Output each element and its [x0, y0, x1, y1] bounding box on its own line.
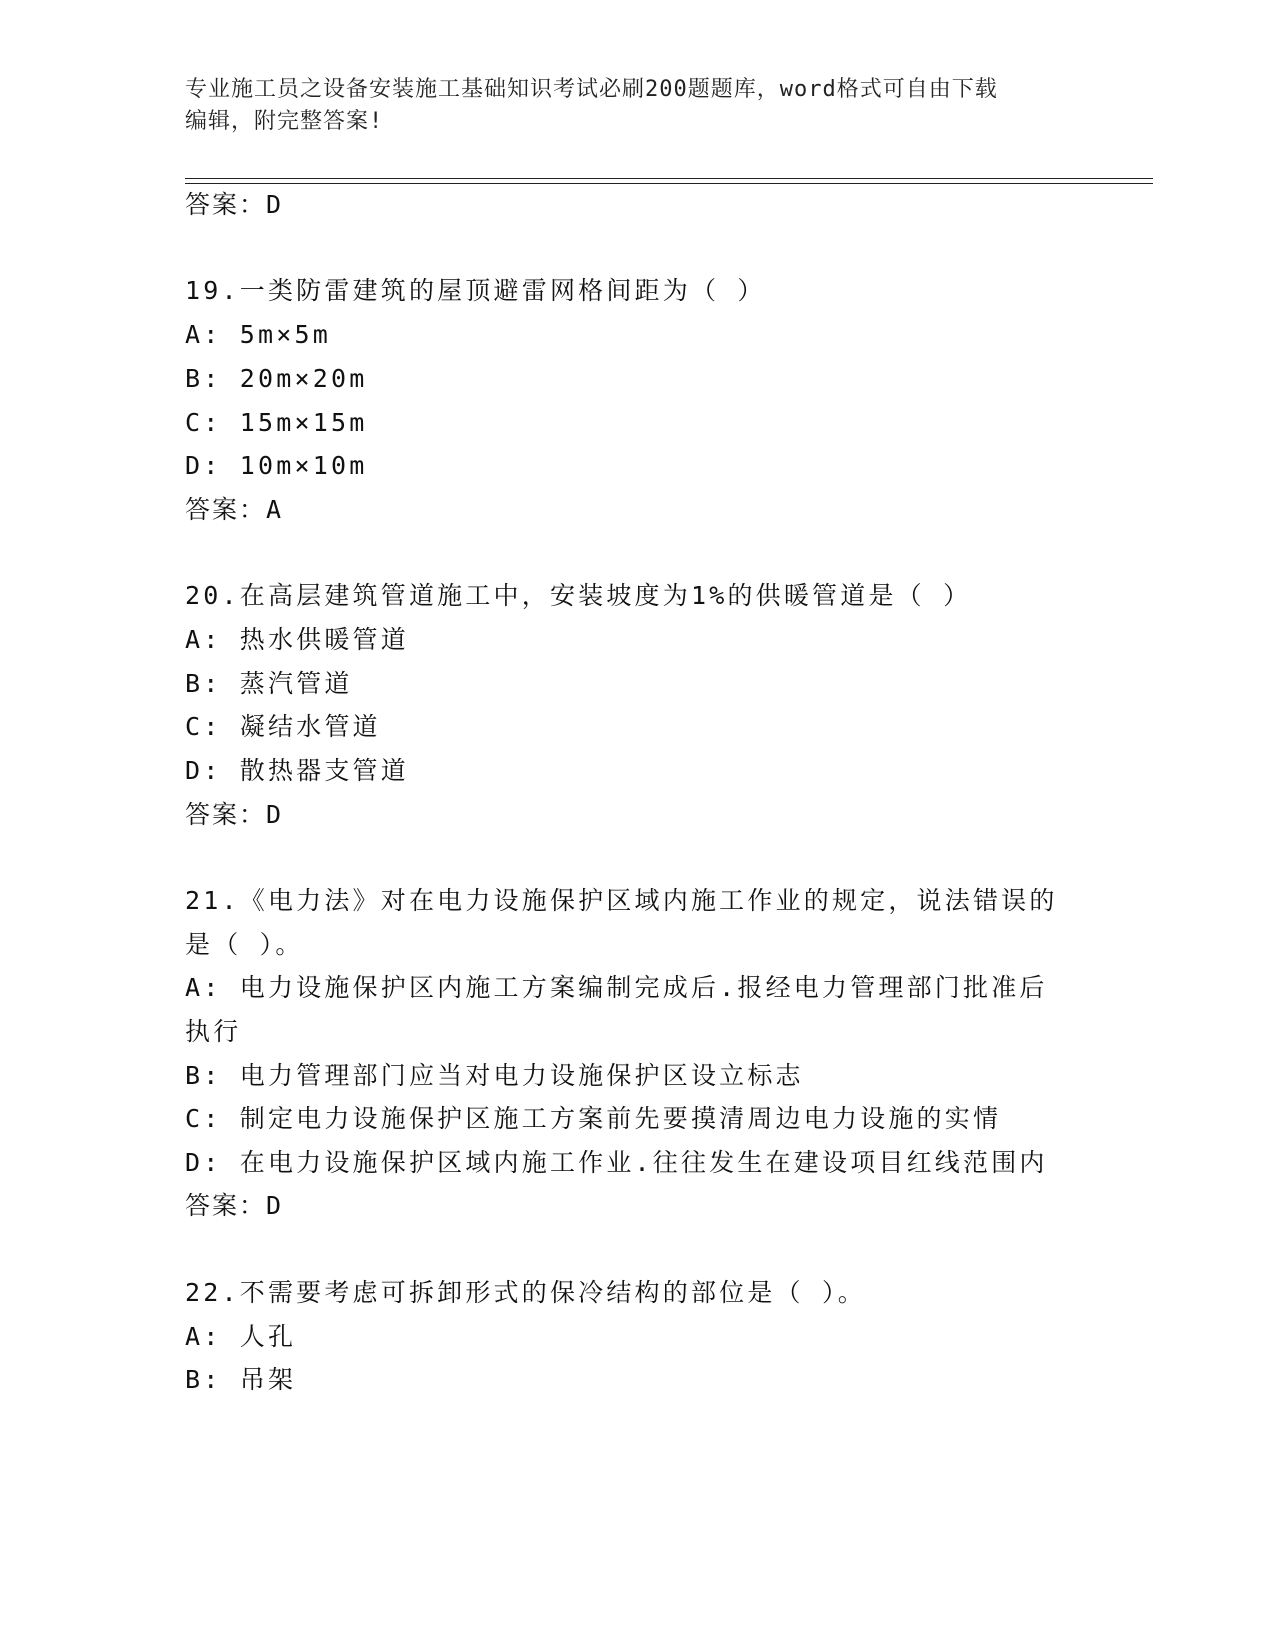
- header-rule-bottom: [185, 183, 1153, 184]
- question-20-option-d: D: 散热器支管道: [185, 756, 409, 785]
- answer-label: 答案：: [185, 800, 267, 829]
- question-21-answer: [185, 1191, 283, 1221]
- question-19-option-b: B: 20m×20m: [185, 364, 368, 393]
- question-22-stem: 22.不需要考虑可拆卸形式的保冷结构的部位是（ ）。: [185, 1278, 866, 1307]
- header-rule-top: [185, 178, 1153, 179]
- answer-label: 答案：: [185, 1191, 267, 1220]
- question-22-option-b: B: 吊架: [185, 1365, 297, 1394]
- question-22-option-a: A: 人孔: [185, 1322, 297, 1351]
- header-line-1: 专业施工员之设备安装施工基础知识考试必刷200题题库，word格式可自由下载: [185, 77, 998, 102]
- question-21-option-a: A: 电力设施保护区内施工方案编制完成后.报经电力管理部门批准后: [185, 973, 1048, 1002]
- question-21-stem-line-2: 是（ ）。: [185, 930, 304, 959]
- question-20-answer: [185, 800, 283, 830]
- prev-answer: [185, 190, 283, 220]
- answer-label: 答案：: [185, 190, 267, 219]
- answer-label: 答案：: [185, 495, 267, 524]
- question-21-option-b: B: 电力管理部门应当对电力设施保护区设立标志: [185, 1061, 804, 1090]
- question-21-option-c: C: 制定电力设施保护区施工方案前先要摸清周边电力设施的实情: [185, 1104, 1002, 1133]
- question-20-option-a: A: 热水供暖管道: [185, 625, 409, 654]
- answer-value: D: [266, 190, 284, 219]
- question-19-stem: 19.一类防雷建筑的屋顶避雷网格间距为（ ）: [185, 276, 766, 305]
- answer-value: A: [266, 495, 284, 524]
- question-19-option-a: A: 5m×5m: [185, 320, 332, 349]
- question-21-stem-line-1: 21.《电力法》对在电力设施保护区域内施工作业的规定，说法错误的: [185, 886, 1058, 915]
- document-header: [185, 74, 1065, 138]
- question-19-option-d: D: 10m×10m: [185, 451, 368, 480]
- answer-value: D: [266, 1191, 284, 1220]
- question-21-option-d: D: 在电力设施保护区域内施工作业.往往发生在建设项目红线范围内: [185, 1148, 1048, 1177]
- header-line-2: 编辑，附完整答案!: [185, 109, 384, 134]
- question-20-option-b: B: 蒸汽管道: [185, 669, 353, 698]
- question-19-answer: [185, 495, 283, 525]
- question-20-stem: 20.在高层建筑管道施工中，安装坡度为1%的供暖管道是（ ）: [185, 581, 972, 610]
- question-21-option-a-cont: 执行: [185, 1017, 242, 1046]
- question-19-option-c: C: 15m×15m: [185, 408, 368, 437]
- question-20-option-c: C: 凝结水管道: [185, 712, 381, 741]
- answer-value: D: [266, 800, 284, 829]
